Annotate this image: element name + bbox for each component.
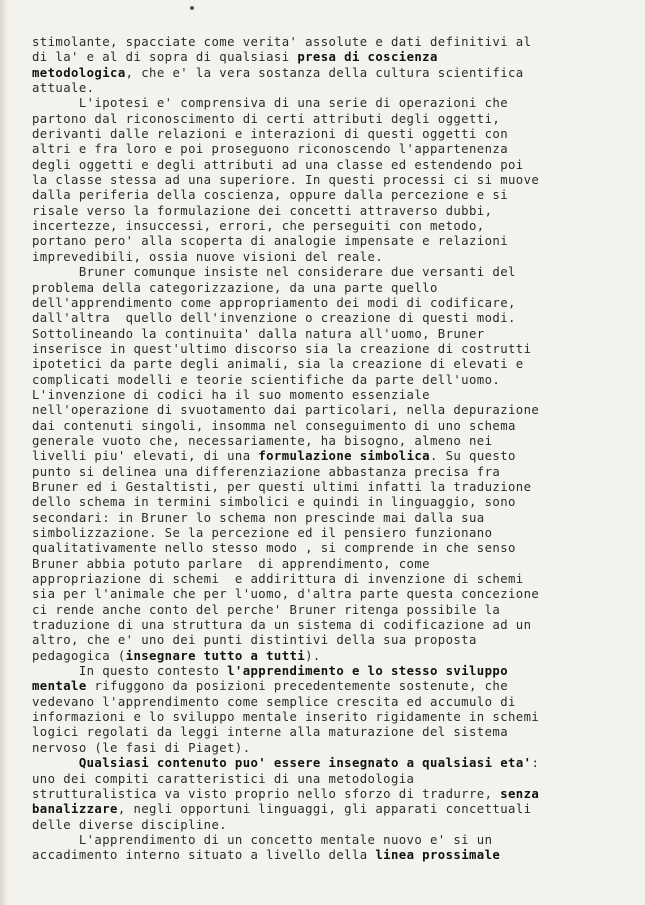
text-segment: derivanti dalle relazioni e interazioni di questi oggetti con [32,127,509,142]
text-segment: nell'operazione di svuotamento dai particolari, nella depurazione [32,403,540,418]
text-segment: punto si delinea una differenziazione abbastanza precisa fra [32,464,501,479]
bold-text-segment: l'apprendimento e lo stesso sviluppo [227,664,509,679]
text-segment: Sottolineando la continuita' dalla natura all'uomo, Bruner [32,326,485,341]
text-segment: sia per l'animale che per l'uomo, d'altra parte questa concezione [32,587,540,602]
bold-text-segment: Qualsiasi contenuto puo' essere insegnato a qualsiasi eta' [78,756,532,771]
text-line [32,66,622,81]
text-segment: appropriazione di schemi e addirittura di invenzione di schemi [32,572,524,587]
text-line [32,833,622,848]
text-line [32,710,622,725]
text-line [32,219,622,234]
text-line [32,50,622,65]
text-line [32,434,622,449]
text-line [32,311,622,326]
text-segment: rifuggono da posizioni precedentemente sostenute, che [86,679,509,694]
text-segment: dell'apprendimento come appropriamento dei modi di codificare, [32,295,516,310]
text-segment: partono dal riconoscimento di certi attributi degli oggetti, [32,111,501,126]
text-line [32,664,622,679]
text-segment: nervoso (le fasi di Piaget). [32,740,251,755]
text-line [32,204,622,219]
text-line [32,756,622,771]
bold-text-segment: mentale [32,679,87,694]
text-segment: , negli opportuni linguaggi, gli apparati concettuali [117,802,532,817]
text-line [32,495,622,510]
text-segment: livelli piu' elevati, di una [32,449,259,464]
text-segment: di la' e al di sopra di qualsiasi [32,50,298,65]
text-line [32,572,622,587]
text-line [32,557,622,572]
text-segment: ipotetici da parte degli animali, sia la creazione di elevati e [32,357,524,372]
text-line [32,327,622,342]
text-line [32,633,622,648]
text-segment: portano pero' alla scoperta di analogie impensate e relazioni [32,234,509,249]
text-segment: simbolizzazione. Se la percezione ed il pensiero funzionano [32,526,493,540]
text-line [32,265,622,280]
text-segment: vedevano l'apprendimento come semplice crescita ed accumulo di [32,694,516,709]
scan-edge-shadow [0,0,8,905]
text-segment: dalla periferia della coscienza, oppure dalla percezione e si [32,188,509,203]
text-line [32,112,622,127]
text-segment: imprevedibili, ossia nuove visioni del reale. [32,249,384,264]
text-segment: dai contenuti singoli, insomma nel conseguimento di uno schema [32,418,516,433]
text-line [32,173,622,188]
text-segment: Bruner comunque insiste nel considerare due versanti del [32,265,516,280]
bold-text-segment: presa di coscienza [297,50,438,65]
text-line [32,158,622,173]
text-line [32,480,622,495]
text-line [32,725,622,740]
text-segment: incertezze, insuccessi, errori, che perseguiti con metodo, [32,219,485,234]
text-segment: traduzione di una struttura da un sistema di codificazione ad un [32,618,532,633]
text-segment: L'invenzione di codici ha il suo momento essenziale [32,387,430,402]
body-text [32,35,622,864]
text-segment: . Su questo [430,449,516,464]
bold-text-segment: formulazione simbolica [258,449,430,464]
text-segment: logici regolati da leggi interne alla maturazione del sistema [32,725,509,740]
text-segment: L'ipotesi e' comprensiva di una serie di operazioni che [32,96,509,111]
text-segment: : [531,756,540,771]
text-line [32,511,622,526]
text-line [32,741,622,756]
text-line [32,772,622,787]
text-line [32,281,622,296]
text-line [32,818,622,833]
text-line [32,603,622,618]
text-segment: delle diverse discipline. [32,817,228,832]
text-segment: pedagogica ( [32,648,126,663]
text-segment: In questo contesto [32,664,228,679]
text-line [32,541,622,556]
text-line [32,35,622,50]
text-line [32,96,622,111]
text-segment: ci rende anche conto del perche' Bruner ritenga possibile la [32,602,501,617]
bold-text-segment: banalizzare [32,802,118,817]
bold-text-segment: senza [500,786,540,801]
text-segment: la classe stessa ad una superiore. In questi processi ci si muove [32,173,540,188]
text-line [32,188,622,203]
text-segment [32,756,79,770]
text-segment: altri e fra loro e poi proseguono riconoscendo l'appartenenza [32,142,509,157]
text-line [32,296,622,311]
text-line [32,649,622,664]
text-line [32,342,622,357]
text-line [32,419,622,434]
text-segment: inserisce in quest'ultimo discorso sia la creazione di costrutti [32,341,532,356]
bold-text-segment: insegnare tutto a tutti [125,648,306,663]
text-segment: risale verso la formulazione dei concetti attraverso dubbi, [32,203,493,218]
text-line [32,695,622,710]
text-line [32,388,622,403]
text-segment: accadimento interno situato a livello della [32,848,376,863]
text-segment: altro, che e' uno dei punti distintivi della sua proposta [32,633,477,648]
text-segment: informazioni e lo sviluppo mentale inserito rigidamente in schemi [32,710,540,725]
text-segment: generale vuoto che, necessariamente, ha bisogno, almeno nei [32,433,493,448]
text-segment: stimolante, spacciate come verita' assolute e dati definitivi al [32,35,532,49]
text-line [32,618,622,633]
text-line [32,234,622,249]
text-line [32,587,622,602]
text-line [32,250,622,265]
text-segment: , che e' la vera sostanza della cultura scientifica [125,65,524,80]
text-line [32,787,622,802]
text-segment: uno dei compiti caratteristici di una metodologia [32,771,415,786]
bold-text-segment: metodologica [32,65,126,80]
text-line [32,465,622,480]
text-line [32,679,622,694]
text-segment: degli oggetti e degli attributi ad una classe ed estendendo poi [32,157,524,172]
text-line [32,357,622,372]
text-segment: complicati modelli e teorie scientifiche da parte dell'uomo. [32,372,501,387]
text-segment: dall'altra quello dell'invenzione o creazione di questi modi. [32,311,516,326]
text-line [32,81,622,96]
text-line [32,802,622,817]
text-segment: problema della categorizzazione, da una parte quello [32,280,438,295]
text-line [32,373,622,388]
text-line [32,127,622,142]
text-segment: dello schema in termini simbolici e quindi in linguaggio, sono [32,495,516,510]
text-segment: ). [305,648,321,663]
text-line [32,526,622,541]
text-segment: Bruner abbia potuto parlare di apprendimento, come [32,556,430,571]
text-segment: Bruner ed i Gestaltisti, per questi ultimi infatti la traduzione [32,479,532,494]
text-segment: attuale. [32,81,95,96]
text-line [32,403,622,418]
text-line [32,449,622,464]
bold-text-segment: linea prossimale [375,848,501,863]
text-segment: qualitativamente nello stesso modo , si comprende in che senso [32,541,516,556]
text-segment: L'apprendimento di un concetto mentale nuovo e' si un [32,832,493,847]
text-line [32,848,622,863]
text-segment: secondari: in Bruner lo schema non prescinde mai dalla sua [32,510,485,525]
text-segment: strutturalistica va visto proprio nello sforzo di tradurre, [32,786,501,801]
text-line [32,142,622,157]
ink-speck [190,6,194,10]
